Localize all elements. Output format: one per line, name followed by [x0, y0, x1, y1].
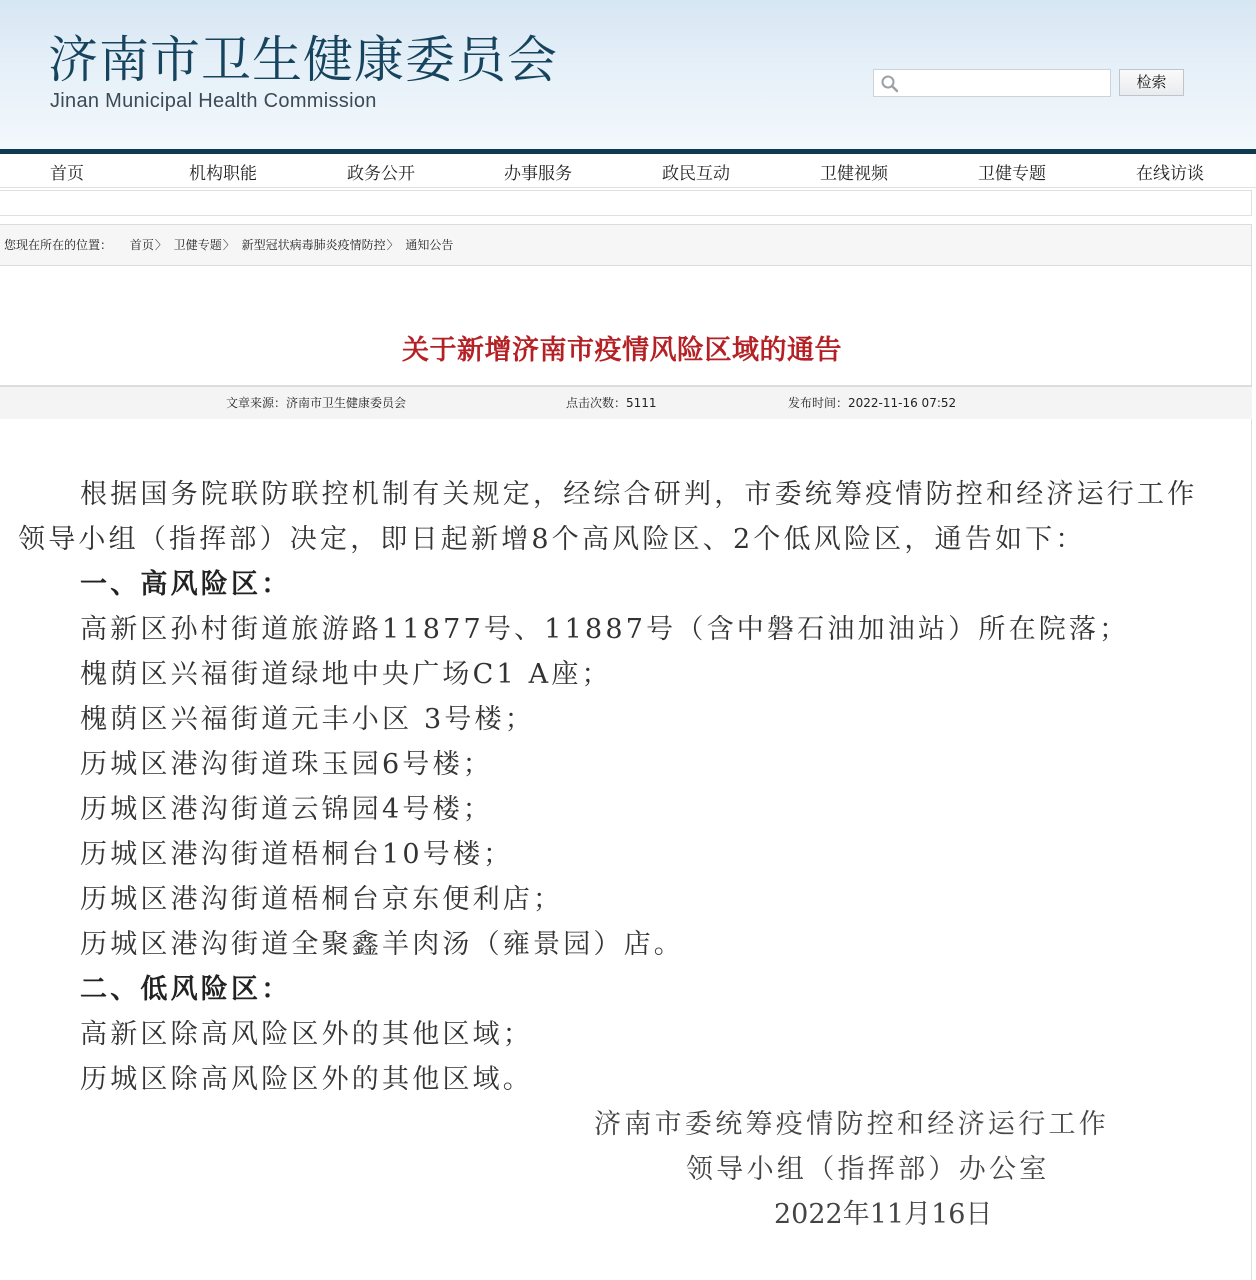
breadcrumb-separator: 〉 [222, 238, 235, 252]
search-button[interactable]: 检索 [1119, 69, 1184, 96]
article-source: 文章来源：济南市卫生健康委员会 [226, 396, 407, 410]
high-risk-item: 高新区孙村街道旅游路11877号、11887号（含中磐石油加油站）所在院落； [80, 614, 1130, 645]
breadcrumb-notices[interactable]: 通知公告 [405, 238, 454, 252]
high-risk-item: 槐荫区兴福街道绿地中央广场C1 A座； [80, 659, 612, 690]
nav-item-interviews[interactable]: 在线访谈 [1136, 164, 1204, 184]
intro-paragraph-line2: 领导小组（指挥部）决定，即日起新增8个高风险区、2个低风险区，通告如下： [18, 524, 1086, 555]
signature-date: 2022年11月16日 [774, 1199, 993, 1230]
site-header [0, 0, 1256, 149]
nav-item-videos[interactable]: 卫健视频 [820, 164, 888, 184]
breadcrumb-separator: 〉 [154, 238, 167, 252]
intro-paragraph-line1: 根据国务院联防联控机制有关规定，经综合研判，市委统筹疫情防控和经济运行工作 [80, 479, 1198, 510]
signature-org: 济南市委统筹疫情防控和经济运行工作 [594, 1109, 1110, 1140]
site-logo-en: Jinan Municipal Health Commission [50, 90, 377, 112]
nav-item-topics[interactable]: 卫健专题 [978, 164, 1046, 184]
high-risk-item: 历城区港沟街道云锦园4号楼； [80, 794, 493, 825]
breadcrumb-separator: 〉 [386, 238, 399, 252]
signature-office: 领导小组（指挥部）办公室 [686, 1154, 1050, 1185]
high-risk-item: 历城区港沟街道珠玉园6号楼； [80, 749, 493, 780]
search-icon [880, 74, 900, 94]
article-published-time: 发布时间：2022-11-16 07:52 [788, 396, 957, 410]
high-risk-item: 历城区港沟街道梧桐台10号楼； [80, 839, 514, 870]
nav-item-functions[interactable]: 机构职能 [189, 164, 257, 184]
search-box [873, 69, 1111, 97]
low-risk-item: 高新区除高风险区外的其他区域； [80, 1019, 533, 1050]
search-input[interactable] [904, 72, 1104, 94]
article-clicks: 点击次数：5111 [566, 396, 657, 410]
breadcrumb-covid[interactable]: 新型冠状病毒肺炎疫情防控 [241, 238, 386, 252]
high-risk-item: 历城区港沟街道全聚鑫羊肉汤（雍景园）店。 [80, 929, 684, 960]
nav-item-home[interactable]: 首页 [50, 164, 84, 184]
site-logo-cn[interactable]: 济南市卫生健康委员会 [48, 31, 558, 89]
low-risk-heading: 二、低风险区： [80, 974, 292, 1005]
nav-item-interaction[interactable]: 政民互动 [662, 164, 730, 184]
low-risk-item: 历城区除高风险区外的其他区域。 [80, 1064, 533, 1095]
article-meta-bar [0, 385, 1252, 419]
high-risk-item: 槐荫区兴福街道元丰小区 3号楼； [80, 704, 535, 735]
high-risk-item: 历城区港沟街道梧桐台京东便利店； [80, 884, 564, 915]
high-risk-heading: 一、高风险区： [80, 569, 292, 600]
nav-item-services[interactable]: 办事服务 [504, 164, 572, 184]
sub-nav-bar [0, 190, 1252, 216]
breadcrumb [0, 224, 1252, 266]
breadcrumb-home[interactable]: 首页 [129, 238, 154, 252]
nav-item-public-affairs[interactable]: 政务公开 [347, 164, 415, 184]
main-nav [0, 154, 1256, 188]
article-title: 关于新增济南市疫情风险区域的通告 [402, 335, 842, 366]
breadcrumb-topics[interactable]: 卫健专题 [173, 238, 222, 252]
breadcrumb-label: 您现在所在的位置： [4, 238, 113, 252]
